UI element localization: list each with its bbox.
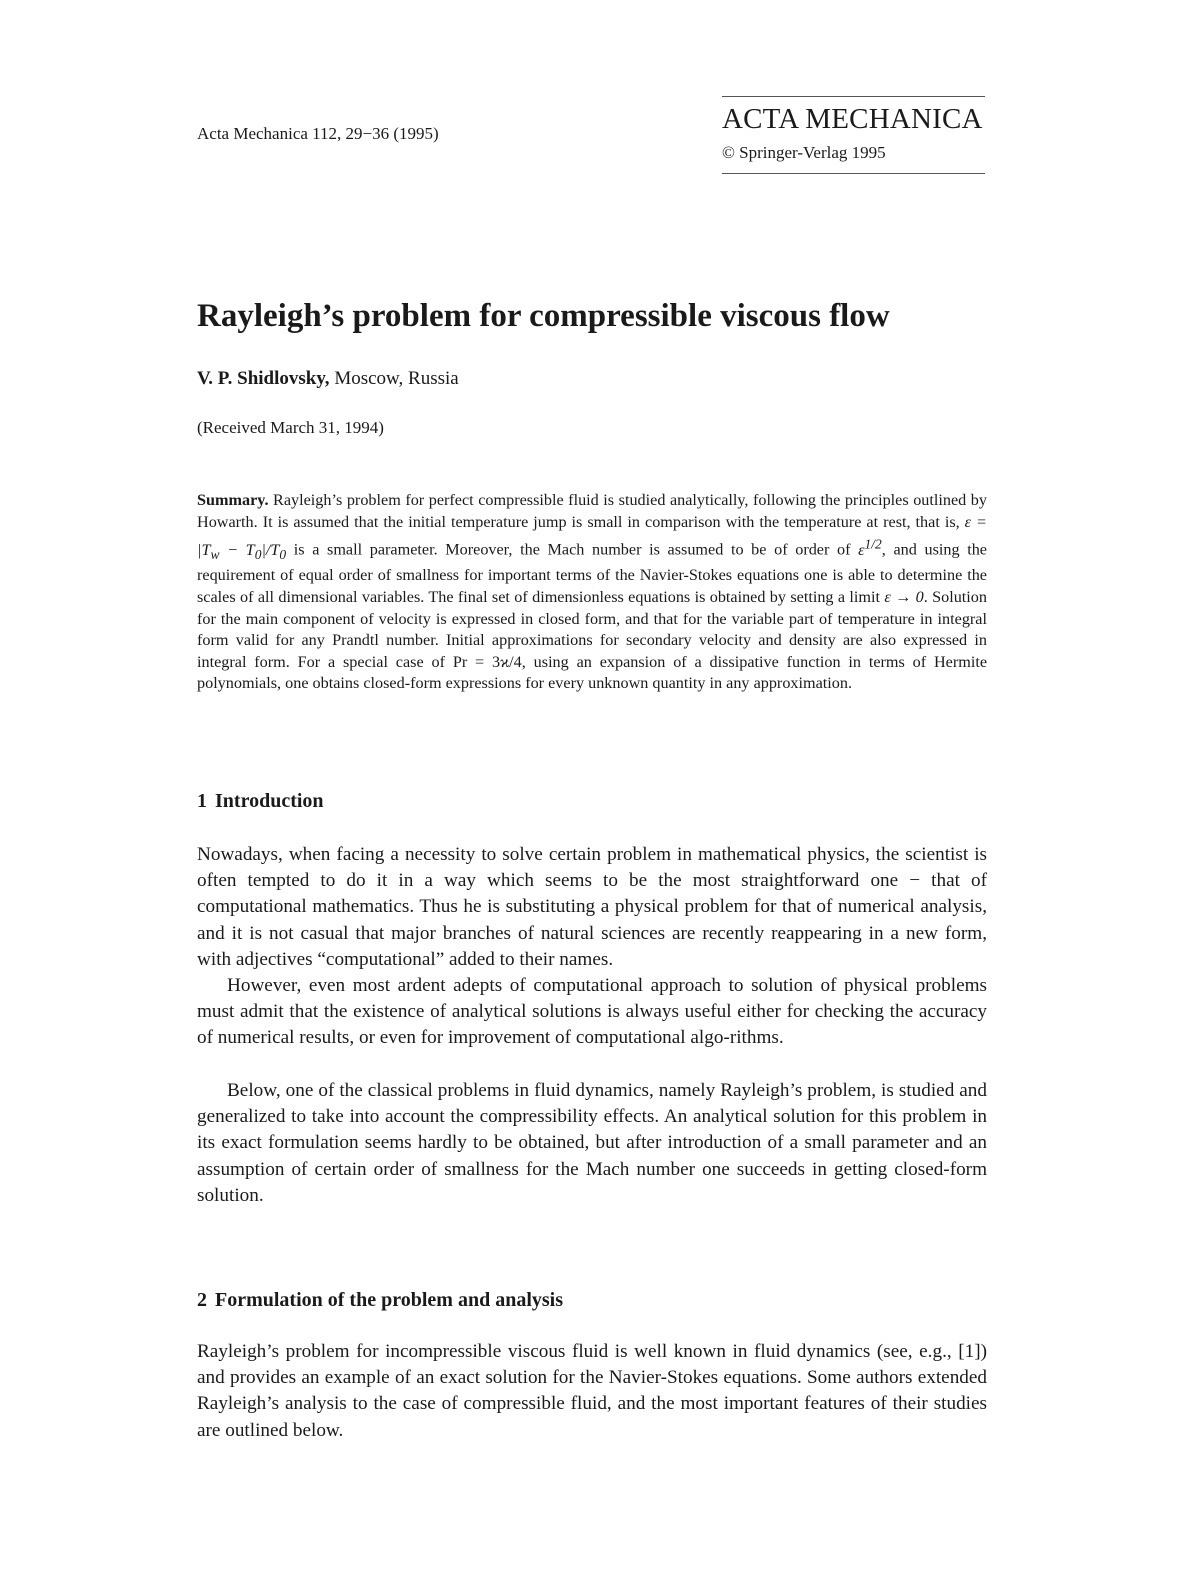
math-minus-t: − T xyxy=(219,540,255,559)
math-eps-def: ε = |T xyxy=(197,512,987,559)
copyright-notice: © Springer-Verlag 1995 xyxy=(722,143,886,162)
section-number: 2 xyxy=(197,1289,207,1311)
section-title: Formulation of the problem and analysis xyxy=(215,1289,563,1311)
math-sub-zero-1: 0 xyxy=(254,546,262,562)
intro-paragraph-1: Nowadays, when facing a necessity to solve certain problem in mathematical physics, the scientist is often tempted to do it in a way which seems to be the most straightforward one − that of computational mathematics. Thus he is substituting a physical problem for that of numerical analysis, and it is not casual that major branches of natural sciences are recently reappearing in a new form, with adjectives “computational” added to their names. xyxy=(197,844,987,970)
summary-text-2: is a small parameter. Moreover, the Mach number is assumed to be of order of xyxy=(286,540,859,559)
summary-text-5: , using an expansion of a dissipative function in terms of Hermite polynomials, one obtains closed-form expressions for every unknown quantity in any approximation. xyxy=(197,652,988,693)
summary-text-1: Rayleigh’s problem for perfect compressible fluid is studied analytically, following the principles outlined by Howarth. It is assumed that the initial temperature jump is small in comparison with the temperature at rest, that is, xyxy=(197,491,987,531)
section-title: Introduction xyxy=(215,790,324,812)
formulation-paragraph-1: Rayleigh’s problem for incompressible viscous fluid is well known in fluid dynamics (see, e.g., [1]) and provides an example of an exact solution for the Navier-Stokes equations. Some authors extended Rayleigh’s analysis to the case of compressible fluid, and the most important features of their studies are outlined below. xyxy=(197,1341,987,1441)
section-heading-formulation xyxy=(197,1289,563,1312)
author-line xyxy=(197,368,459,390)
math-eps-exp: 1/2 xyxy=(864,536,882,552)
author-affiliation: Moscow, Russia xyxy=(329,368,459,389)
math-sub-zero-2: 0 xyxy=(279,546,287,562)
author-name: V. P. Shidlovsky, xyxy=(197,368,330,389)
summary-lead: Summary. xyxy=(197,491,269,509)
math-epsilon-power xyxy=(858,536,882,559)
section-heading-introduction xyxy=(197,790,324,813)
math-epsilon-limit: ε → 0 xyxy=(884,588,924,606)
intro-paragraph-2: However, even most ardent adepts of computational approach to solution of physical problems must admit that the existence of analytical solutions is always useful either for checking the accuracy of numerical results, or even for improvement of computational algo-rithms. xyxy=(197,975,987,1049)
math-prandtl-value: Pr = 3ϰ/4 xyxy=(452,652,522,671)
journal-name: ACTA MECHANICA xyxy=(722,103,983,135)
section-number: 1 xyxy=(197,790,207,812)
intro-paragraph-3: Below, one of the classical problems in fluid dynamics, namely Rayleigh’s problem, is studied and generalized to take into account the compressibility effects. An analytical solution for this problem in its exact formulation seems hardly to be obtained, but after introduction of a small parameter and an assumption of certain order of smallness for the Mach number one succeeds in getting closed-form solution. xyxy=(197,1080,987,1206)
math-slash-t: |/T xyxy=(261,540,280,559)
journal-citation: Acta Mechanica 112, 29−36 (1995) xyxy=(197,124,439,143)
summary-abstract xyxy=(197,490,987,695)
journal-masthead xyxy=(722,96,985,174)
paper-title: Rayleigh’s problem for compressible viscous flow xyxy=(197,298,890,334)
summary-text-4: . Solution for the main component of velocity is expressed in closed form, and that for the variable part of temperature in integral form valid for any Prandtl number. Initial approximations for secondary velocity and density are also expressed in integral form. For a special case of xyxy=(197,588,987,671)
summary-text-3: , and using the requirement of equal order of smallness for important terms of the Navier-Stokes equations one is able to determine the scales of all dimensional variables. The final set of dimensionless equations is obtained by setting a limit xyxy=(197,540,987,606)
received-date: (Received March 31, 1994) xyxy=(197,418,384,437)
math-sub-w: w xyxy=(210,546,220,562)
math-eps-base: ε xyxy=(858,540,865,559)
